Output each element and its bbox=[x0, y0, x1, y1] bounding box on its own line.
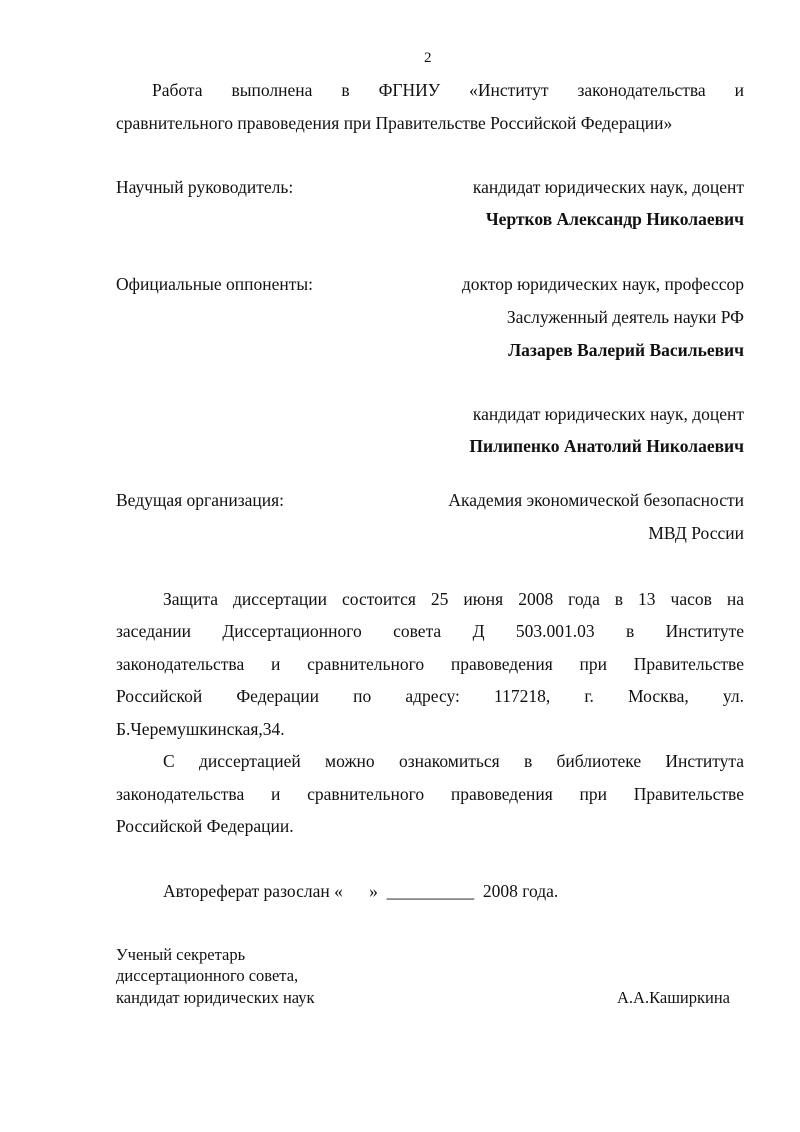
library-line-3: Российской Федерации. bbox=[116, 816, 294, 836]
defense-line-4: Российской Федерации по адресу: 117218, г. Москва, ул. bbox=[116, 686, 744, 706]
intro-line-2: сравнительного правоведения при Правительстве Российской Федерации» bbox=[116, 113, 673, 133]
leading-org-line-1: Академия экономической безопасности bbox=[448, 490, 744, 510]
page-number: 2 bbox=[424, 50, 432, 66]
leading-org-line-2: МВД России bbox=[648, 523, 744, 543]
abstract-sent-line: Автореферат разослан « » __________ 2008 года. bbox=[163, 881, 559, 901]
supervisor-degree: кандидат юридических наук, доцент bbox=[472, 177, 744, 197]
defense-line-2: заседании Диссертационного совета Д 503.001.03 в Институте bbox=[116, 621, 744, 641]
secretary-line-2: диссертационного совета, bbox=[116, 966, 299, 985]
defense-line-1: Защита диссертации состоится 25 июня 2008 года в 13 часов на bbox=[163, 589, 744, 609]
opponent-1-degree: доктор юридических наук, профессор bbox=[461, 274, 744, 294]
secretary-line-3: кандидат юридических наук bbox=[116, 988, 315, 1007]
opponent-2-name: Пилипенко Анатолий Николаевич bbox=[469, 436, 744, 456]
secretary-line-1: Ученый секретарь bbox=[116, 945, 246, 964]
library-line-1: С диссертацией можно ознакомиться в библиотеке Института bbox=[163, 751, 744, 771]
library-line-2: законодательства и сравнительного правоведения при Правительстве bbox=[116, 784, 744, 804]
supervisor-name: Чертков Александр Николаевич bbox=[485, 209, 744, 229]
opponent-1-title: Заслуженный деятель науки РФ bbox=[506, 307, 744, 327]
leading-org-label: Ведущая организация: bbox=[116, 490, 285, 510]
opponent-2-degree: кандидат юридических наук, доцент bbox=[472, 404, 744, 424]
defense-line-5: Б.Черемушкинская,34. bbox=[116, 719, 285, 739]
defense-line-3: законодательства и сравнительного правоведения при Правительстве bbox=[116, 654, 744, 674]
intro-line-1: Работа выполнена в ФГНИУ «Институт законодательства и bbox=[152, 80, 744, 100]
opponent-1-name: Лазарев Валерий Васильевич bbox=[508, 340, 744, 360]
opponents-label: Официальные оппоненты: bbox=[116, 274, 313, 294]
secretary-name: А.А.Каширкина bbox=[617, 988, 730, 1007]
supervisor-label: Научный руководитель: bbox=[116, 177, 294, 197]
